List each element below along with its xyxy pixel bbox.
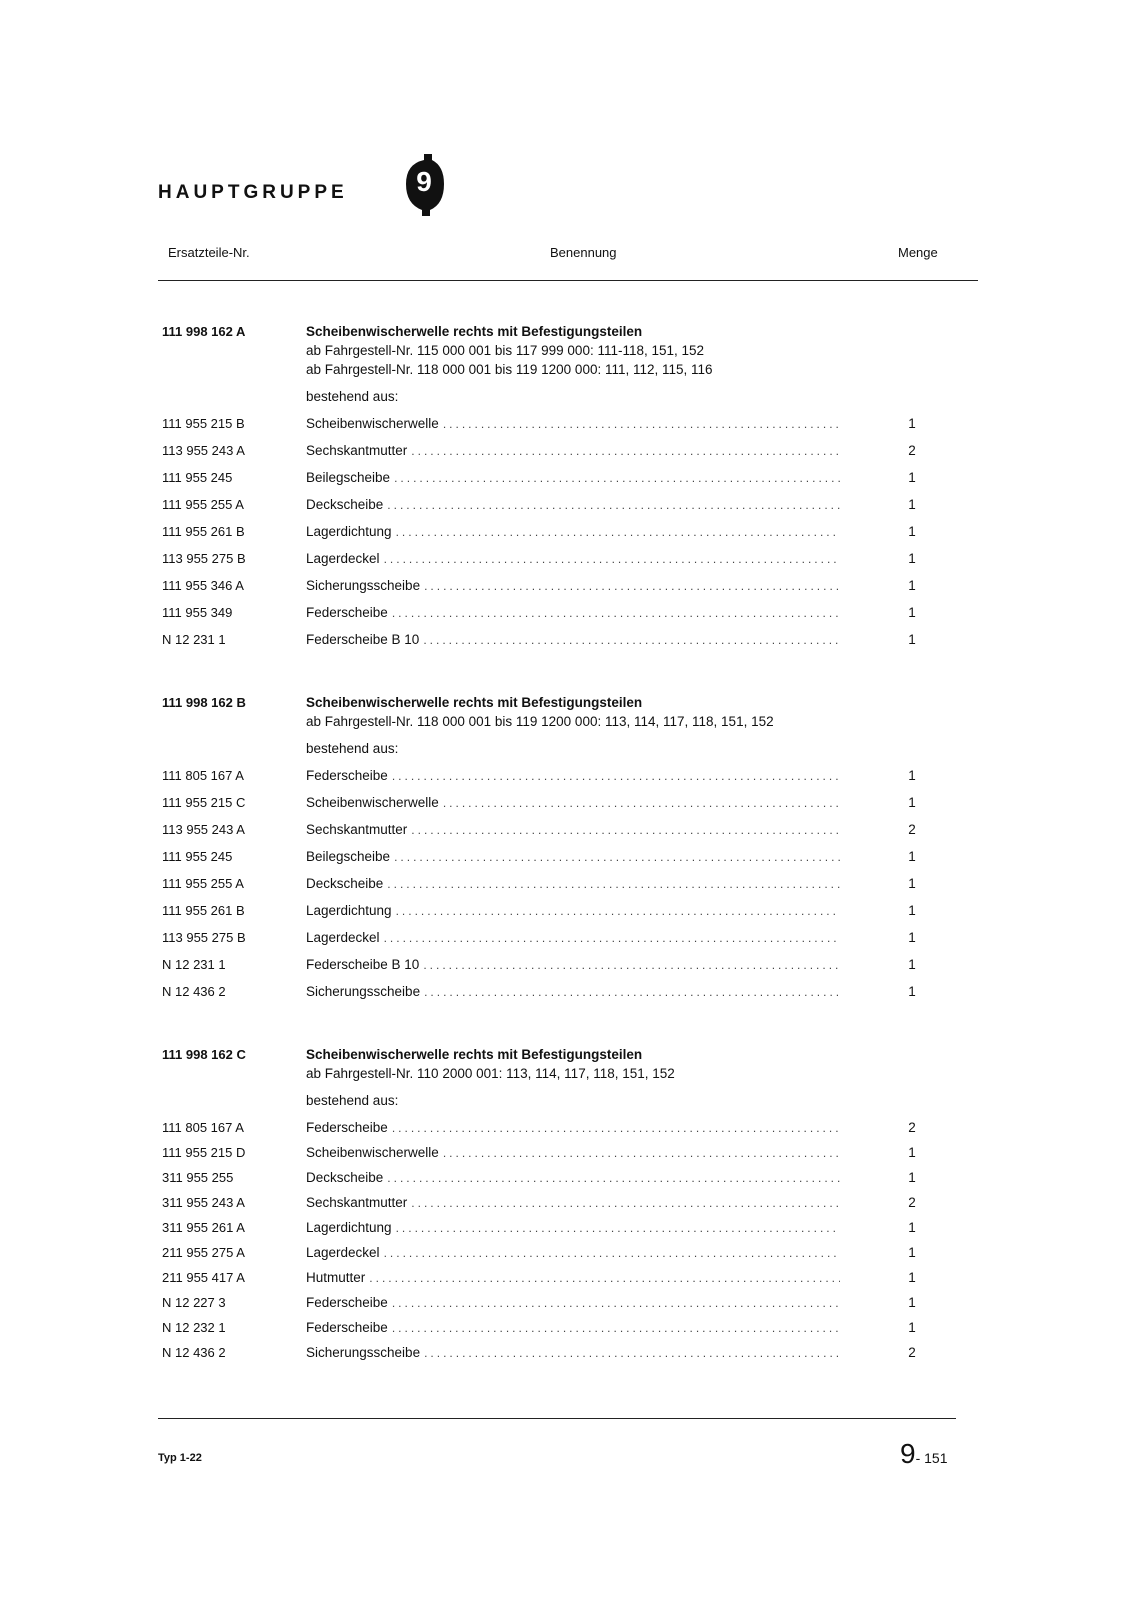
quantity: 1 xyxy=(908,605,916,620)
page-number xyxy=(900,1438,948,1470)
part-number: 111 955 215 D xyxy=(162,1145,246,1160)
page-number-major: 9 xyxy=(900,1438,916,1469)
part-name: Lagerdeckel xyxy=(306,551,380,566)
quantity: 1 xyxy=(908,1295,916,1310)
quantity: 1 xyxy=(908,497,916,512)
part-name: Sicherungsscheibe xyxy=(306,1345,421,1360)
quantity: 1 xyxy=(908,957,916,972)
quantity: 1 xyxy=(908,849,916,864)
group-heading xyxy=(158,324,958,343)
consisting-of xyxy=(158,741,958,768)
part-name: Federscheibe B 10 xyxy=(306,957,420,972)
quantity: 1 xyxy=(908,876,916,891)
list-item xyxy=(158,524,958,551)
part-name: Lagerdichtung xyxy=(306,524,392,539)
chassis-range-text: ab Fahrgestell-Nr. 118 000 001 bis 119 1200 000: 113, 114, 117, 118, 151, 152 xyxy=(306,714,774,729)
component-list xyxy=(158,768,958,1011)
list-item xyxy=(158,551,958,578)
chassis-range-text: ab Fahrgestell-Nr. 115 000 001 bis 117 999 000: 111-118, 151, 152 xyxy=(306,343,705,358)
part-number: 111 955 215 C xyxy=(162,795,246,810)
quantity: 1 xyxy=(908,930,916,945)
consisting-of xyxy=(158,1093,958,1120)
consisting-of-text: bestehend aus: xyxy=(306,741,399,756)
part-name: Lagerdeckel xyxy=(306,1245,380,1260)
part-name: Scheibenwischerwelle xyxy=(306,1145,439,1160)
list-item xyxy=(158,1120,958,1145)
quantity: 1 xyxy=(908,416,916,431)
list-item xyxy=(158,443,958,470)
footer-divider xyxy=(158,1418,956,1419)
group-heading xyxy=(158,695,958,714)
quantity: 1 xyxy=(908,903,916,918)
list-item xyxy=(158,1270,958,1295)
list-item xyxy=(158,984,958,1011)
group-heading xyxy=(158,1047,958,1066)
part-name: Federscheibe xyxy=(306,1120,388,1135)
part-name: Deckscheibe xyxy=(306,497,384,512)
part-name: Beilegscheibe xyxy=(306,849,391,864)
part-name: Federscheibe xyxy=(306,1295,388,1310)
quantity: 1 xyxy=(908,524,916,539)
parts-group xyxy=(158,695,958,1011)
part-name: Lagerdichtung xyxy=(306,903,392,918)
group-title: Scheibenwischerwelle rechts mit Befestigungsteilen xyxy=(306,324,643,339)
group-part-number: 111 998 162 C xyxy=(162,1047,246,1062)
part-number: N 12 436 2 xyxy=(162,1345,226,1360)
part-name: Scheibenwischerwelle xyxy=(306,416,439,431)
part-name: Scheibenwischerwelle xyxy=(306,795,439,810)
part-name: Beilegscheibe xyxy=(306,470,391,485)
list-item xyxy=(158,876,958,903)
chassis-range-text: ab Fahrgestell-Nr. 110 2000 001: 113, 114, 117, 118, 151, 152 xyxy=(306,1066,675,1081)
quantity: 2 xyxy=(908,1120,916,1135)
quantity: 1 xyxy=(908,1145,916,1160)
part-number: 111 955 215 B xyxy=(162,416,245,431)
group-title: Scheibenwischerwelle rechts mit Befestigungsteilen xyxy=(306,695,643,710)
part-number: N 12 231 1 xyxy=(162,632,226,647)
list-item xyxy=(158,1170,958,1195)
part-number: 111 805 167 A xyxy=(162,768,244,783)
header-divider xyxy=(158,280,978,281)
quantity: 1 xyxy=(908,1320,916,1335)
part-name: Federscheibe xyxy=(306,605,388,620)
part-name: Sicherungsscheibe xyxy=(306,984,421,999)
parts-group xyxy=(158,1047,958,1370)
list-item xyxy=(158,632,958,659)
quantity: 1 xyxy=(908,984,916,999)
part-name: Sechskantmutter xyxy=(306,822,408,837)
part-name: Lagerdichtung xyxy=(306,1220,392,1235)
quantity: 1 xyxy=(908,1170,916,1185)
quantity: 1 xyxy=(908,1270,916,1285)
list-item xyxy=(158,470,958,497)
part-number: N 12 231 1 xyxy=(162,957,226,972)
chassis-range xyxy=(158,1066,958,1085)
list-item xyxy=(158,795,958,822)
quantity: 1 xyxy=(908,551,916,566)
column-header-part-number: Ersatzteile-Nr. xyxy=(168,245,250,260)
part-number: 111 955 261 B xyxy=(162,903,245,918)
column-header-description: Benennung xyxy=(550,245,617,260)
part-name: Federscheibe B 10 xyxy=(306,632,420,647)
part-number: 111 955 346 A xyxy=(162,578,244,593)
quantity: 2 xyxy=(908,1345,916,1360)
list-item xyxy=(158,1345,958,1370)
part-name: Sechskantmutter xyxy=(306,443,408,458)
part-number: 311 955 243 A xyxy=(162,1195,245,1210)
list-item xyxy=(158,1195,958,1220)
group-title: Scheibenwischerwelle rechts mit Befestigungsteilen xyxy=(306,1047,643,1062)
part-number: N 12 436 2 xyxy=(162,984,226,999)
part-number: 111 955 261 B xyxy=(162,524,245,539)
main-group-title: HAUPTGRUPPE xyxy=(158,182,348,203)
list-item xyxy=(158,497,958,524)
chassis-range xyxy=(158,343,958,362)
quantity: 1 xyxy=(908,795,916,810)
quantity: 2 xyxy=(908,443,916,458)
component-list xyxy=(158,416,958,659)
chassis-range xyxy=(158,714,958,733)
part-number: 311 955 261 A xyxy=(162,1220,245,1235)
part-number: 113 955 275 B xyxy=(162,930,246,945)
quantity: 1 xyxy=(908,578,916,593)
list-item xyxy=(158,930,958,957)
parts-group xyxy=(158,324,958,659)
list-item xyxy=(158,578,958,605)
part-number: 113 955 243 A xyxy=(162,822,245,837)
list-item xyxy=(158,416,958,443)
page-number-minor: - 151 xyxy=(915,1450,948,1466)
list-item xyxy=(158,1245,958,1270)
part-number: 111 805 167 A xyxy=(162,1120,244,1135)
list-item xyxy=(158,903,958,930)
part-number: 113 955 275 B xyxy=(162,551,246,566)
part-name: Federscheibe xyxy=(306,1320,388,1335)
part-name: Deckscheibe xyxy=(306,876,384,891)
consisting-of-text: bestehend aus: xyxy=(306,389,399,404)
part-number: 111 955 245 xyxy=(162,849,233,864)
part-number: 113 955 243 A xyxy=(162,443,245,458)
part-number: N 12 227 3 xyxy=(162,1295,226,1310)
list-item xyxy=(158,1220,958,1245)
list-item xyxy=(158,957,958,984)
chassis-range-text: ab Fahrgestell-Nr. 118 000 001 bis 119 1200 000: 111, 112, 115, 116 xyxy=(306,362,713,377)
quantity: 1 xyxy=(908,470,916,485)
part-name: Hutmutter xyxy=(306,1270,366,1285)
chassis-range xyxy=(158,362,958,381)
component-list xyxy=(158,1120,958,1370)
list-item xyxy=(158,1320,958,1345)
consisting-of-text: bestehend aus: xyxy=(306,1093,399,1108)
part-number: 111 955 255 A xyxy=(162,497,244,512)
quantity: 2 xyxy=(908,1195,916,1210)
list-item xyxy=(158,1295,958,1320)
part-number: 311 955 255 xyxy=(162,1170,234,1185)
part-name: Federscheibe xyxy=(306,768,388,783)
group-part-number: 111 998 162 B xyxy=(162,695,246,710)
list-item xyxy=(158,849,958,876)
quantity: 2 xyxy=(908,822,916,837)
list-item xyxy=(158,768,958,795)
part-number: 111 955 245 xyxy=(162,470,233,485)
page-header xyxy=(158,152,958,222)
part-name: Deckscheibe xyxy=(306,1170,384,1185)
part-number: N 12 232 1 xyxy=(162,1320,226,1335)
part-number: 111 955 255 A xyxy=(162,876,244,891)
list-item xyxy=(158,822,958,849)
part-name: Sechskantmutter xyxy=(306,1195,408,1210)
list-item xyxy=(158,1145,958,1170)
type-label: Typ 1-22 xyxy=(158,1452,202,1464)
quantity: 1 xyxy=(908,768,916,783)
part-number: 211 955 417 A xyxy=(162,1270,245,1285)
group-number-badge xyxy=(402,152,446,218)
group-part-number: 111 998 162 A xyxy=(162,324,246,339)
group-number: 9 xyxy=(416,166,432,197)
list-item xyxy=(158,605,958,632)
quantity: 1 xyxy=(908,1220,916,1235)
part-name: Lagerdeckel xyxy=(306,930,380,945)
column-headers xyxy=(160,245,960,265)
part-name: Sicherungsscheibe xyxy=(306,578,421,593)
part-number: 211 955 275 A xyxy=(162,1245,245,1260)
quantity: 1 xyxy=(908,632,916,647)
consisting-of xyxy=(158,389,958,416)
part-number: 111 955 349 xyxy=(162,605,233,620)
quantity: 1 xyxy=(908,1245,916,1260)
column-header-quantity: Menge xyxy=(898,245,938,260)
